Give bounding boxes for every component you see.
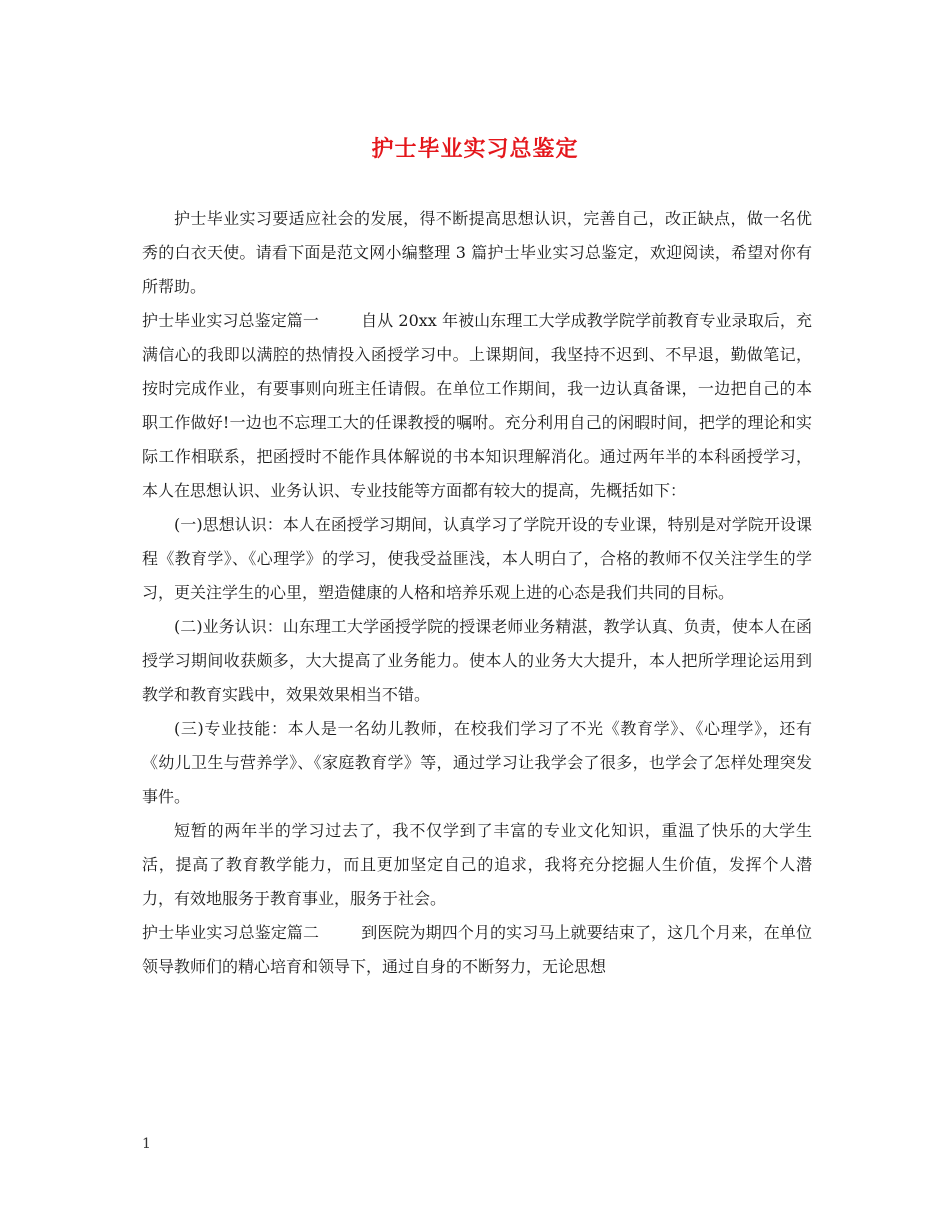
thought-paragraph: (一)思想认识：本人在函授学习期间，认真学习了学院开设的专业课，特别是对学院开设课程《教育学》、《心理学》的学习，使我受益匪浅，本人明白了，合格的教师不仅关注学生的学习，更关注学生的心里，塑造健康的人格和培养乐观上进的心态是我们共同的目标。: [142, 515, 812, 602]
conclusion-paragraph: 短暂的两年半的学习过去了，我不仅学到了丰富的专业文化知识，重温了快乐的大学生活，提高了教育教学能力，而且更加坚定自己的追求，我将充分挖掘人生价值，发挥个人潜力，有效地服务于教育事业，服务于社会。: [142, 821, 812, 908]
document-title: 护士毕业实习总鉴定: [371, 136, 579, 162]
section-one-paragraph: [142, 304, 812, 508]
intro-paragraph: 护士毕业实习要适应社会的发展，得不断提高思想认识，完善自己，改正缺点，做一名优秀的白衣天使。请看下面是范文网小编整理 3 篇护士毕业实习总鉴定，欢迎阅读，希望对你有所帮助。: [142, 209, 812, 296]
section-one-text: 自从 20xx 年被山东理工大学成教学院学前教育专业录取后，充满信心的我即以满腔的热情投入函授学习中。上课期间，我坚持不迟到、不早退，勤做笔记，按时完成作业，有要事则向班主任请假。在单位工作期间，我一边认真备课，一边把自己的本职工作做好!一边也不忘理工大的任课教授的嘱咐。充分利用自己的闲暇时间，把学的理论和实际工作相联系，把函授时不能作具体解说的书本知识理解消化。通过两年半的本科函授学习，本人在思想认识、业务认识、专业技能等方面都有较大的提高，先概括如下：: [142, 311, 812, 500]
page-number: 1: [142, 1136, 151, 1152]
business-paragraph: (二)业务认识：山东理工大学函授学院的授课老师业务精湛，教学认真、负责，使本人在函授学习期间收获颇多，大大提高了业务能力。使本人的业务大大提升，本人把所学理论运用到教学和教育实践中，效果效果相当不错。: [142, 617, 812, 704]
section-two-text: 到医院为期四个月的实习马上就要结束了，这几个月来，在单位领导教师们的精心培育和领导下，通过自身的不断努力，无论思想: [142, 923, 812, 976]
section-two-heading: 护士毕业实习总鉴定篇二: [142, 923, 320, 942]
section-two-paragraph: [142, 916, 812, 984]
document-body: [142, 202, 812, 984]
skills-paragraph: (三)专业技能：本人是一名幼儿教师，在校我们学习了不光《教育学》、《心理学》，还有《幼儿卫生与营养学》、《家庭教育学》等，通过学习让我学会了很多，也学会了怎样处理突发事件。: [142, 719, 812, 806]
section-one-heading: 护士毕业实习总鉴定篇一: [142, 311, 319, 330]
